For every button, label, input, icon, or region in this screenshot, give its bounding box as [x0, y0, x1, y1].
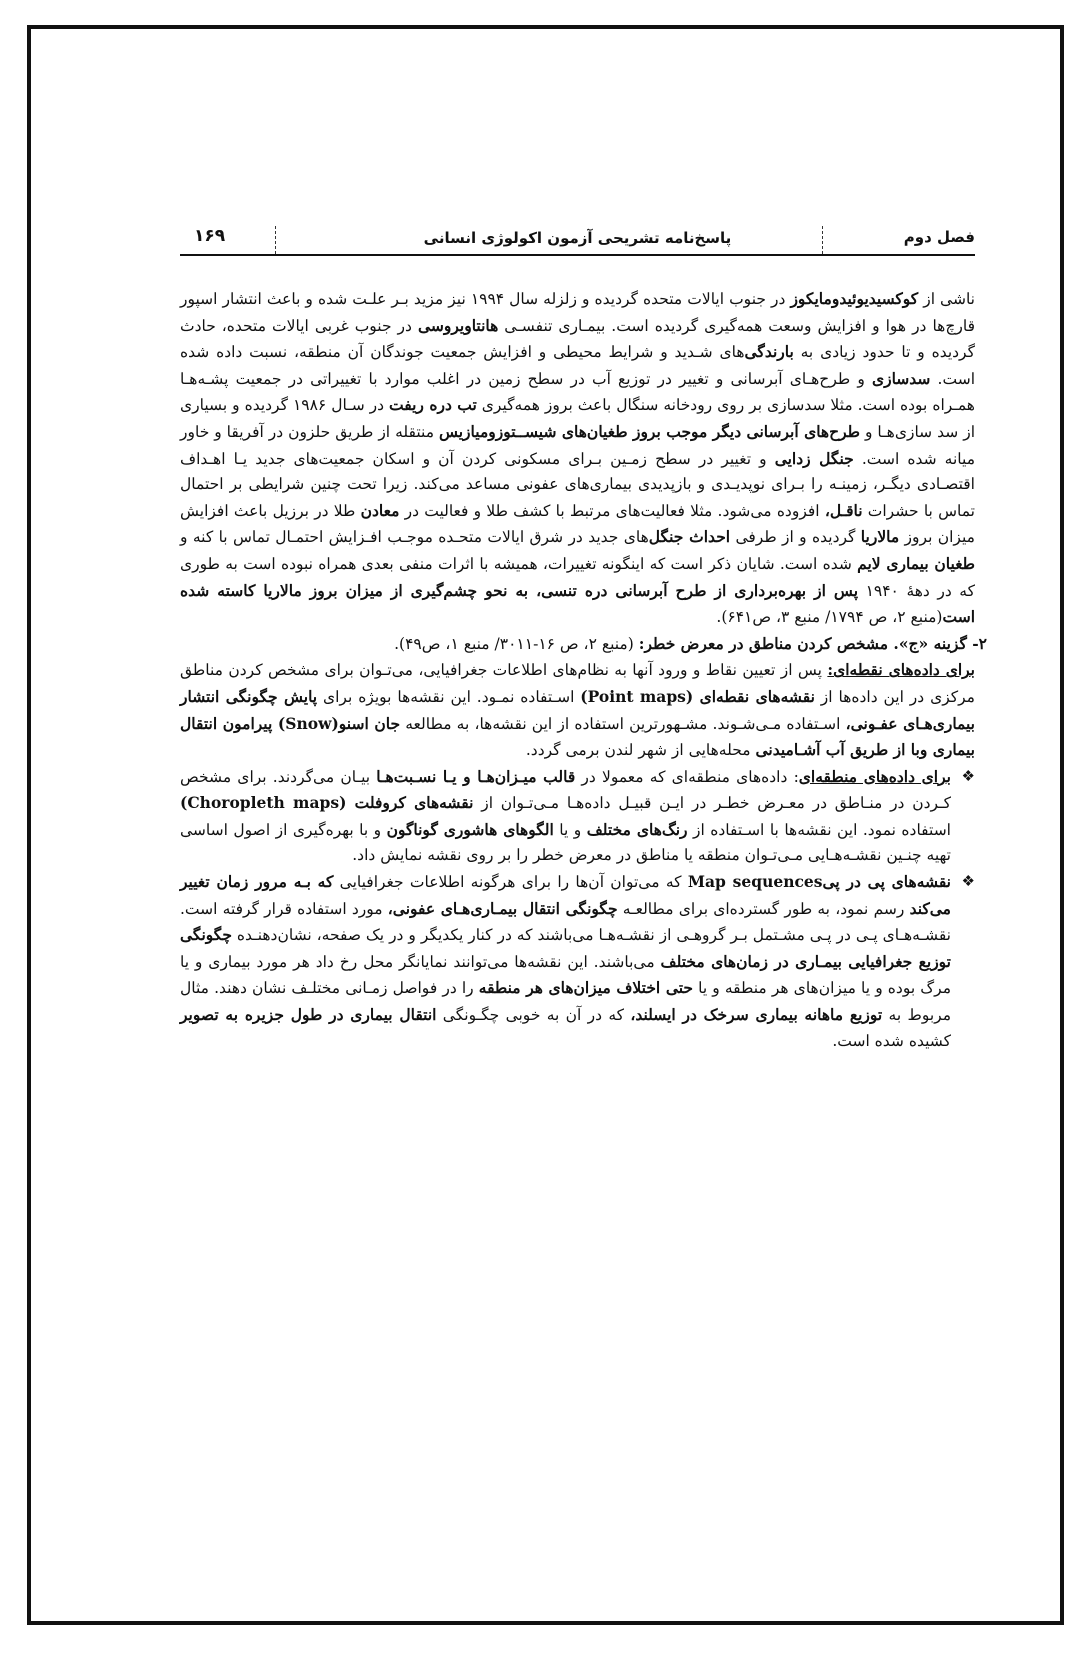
answer-item-2: ۲- گزینه «ج». مشخص کردن مناطق در معرض خطر: (منبع ۲، ص ۱۶-۳۰۱۱/ منبع ۱، ص۴۹).: [394, 633, 987, 653]
paragraph-environment-changes: ناشی از کوکسیدیوئیدومایکوز در جنوب ایالات متحده گردیده و زلزله سال ۱۹۹۴ نیز مزید بـر علـت شده و باعث انتشار اسپور قارچ‌ها در هوا و افزایش وسعت همه‌گیری گردیده است. بیمـاری تنفسـی هانتاویروسی در جنوب غربی ایالات متحده، حادث گردیده و تا حدود زیادی به بارندگی‌های شـدید و شرایط محیطی و افزایش جمعیت جوندگان آن منطقه، نسبت داده شده است. سدسازی و طرح‌هـای آبرسانی و تغییر در توزیع آب در سطح زمین در اغلب موارد با تغییراتی در جمعیت پشـه‌هـا همـراه بوده است. مثلا سدسازی بر روی رودخانه سنگال باعث بروز همه‌گیری تب دره ریفت در سـال ۱۹۸۶ گردیده و بسیاری از سد سازی‌هـا و طرح‌های آبرسانی دیگر موجب بروز طغیان‌های شیســتوزومیازیس منتقله از طریق حلزون در آفریقا و خاور میانه شده است. جنگل زدایی و تغییر در سطح زمـین بـرای مسکونی کردن آن و اسکان جمعیت‌های جدید یـا اهـداف اقتصـادی دیگـر، زمینـه را بـرای نوپدیـدی و بازپدیدی بیماری‌های عفونی مساعد می‌کند. زیرا تحت چنین شرایطی بر احتمال تماس با حشرات ناقـل، افزوده می‌شود. مثلا فعالیت‌های مرتبط با کشف طلا و فعالیت در معادن طلا در برزیل باعث افزایش میزان بروز مالاریا گردیده و از طرفی احداث جنگل‌های جدید در شرق ایالات متحـده موجـب افـزایش احتمـال تماس با کنه و طغیان بیماری لایم شده است. شایان ذکر است که اینگونه تغییرات، همیشه با اثرات منفی بعدی همراه نبوده است به طوری که در دههٔ ۱۹۴۰ پس از بهره‌برداری از طرح آبرسانی دره تنسی، به نحو چشم‌گیری از میزان بروز مالاریا کاسته شده است(منبع ۲، ص ۱۷۹۴/ منبع ۳، ص۶۴۱).: [180, 289, 976, 627]
bullet-area-data: ❖ برای داده‌های منطقه‌ای: داده‌های منطقه‌ای که معمولا در قالب میـزان‌هـا و یـا نسـبت‌هـا بیـان می‌گردند. برای مشخص کـردن در منـاطق در معـرض خطـر در ایـن قبیـل داده‌هـا مـی‌تـوان از نقشه‌های کروفلت (Choropleth maps) استفاده نمود. این نقشه‌ها با اسـتفاده از رنگ‌های مختلف و یا الگوهای هاشوری گوناگون و با بهره‌گیری از اصول اساسی تهیه چنـین نقشـه‌هـایی مـی‌تـوان منطقه یا مناطق در معرض خطر را بر روی نقشه نمایش داد.: [180, 764, 975, 869]
header-divider: [275, 226, 278, 254]
page-body: [180, 286, 987, 1054]
bullet-star-icon: ❖: [961, 766, 975, 785]
page-header: [180, 226, 975, 256]
paragraph-point-data: برای داده‌های نقطه‌ای: پس از تعیین نقاط و ورود آنها به نظام‌های اطلاعات جغرافیایی، می‌تـوان برای مشخص کردن مناطق مرکزی در این داده‌ها از نقشه‌های نقطه‌ای (Point maps) اسـتفاده نمـود. این نقشه‌ها بویژه برای پایش چگونگی انتشار بیماری‌هـای عفـونی، اسـتفاده مـی‌شـوند. مشـهورترین استفاده از این نقشه‌ها، به مطالعه جان اسنو(Snow) پیرامون انتقال بیماری وبا از طریق آب آشـامیدنی محله‌هایی از شهر لندن برمی گردد.: [180, 660, 975, 760]
running-title: پاسخ‌نامه تشریحی آزمون اکولوژی انسانی: [423, 229, 732, 247]
bullet-map-sequences: ❖ نقشه‌های پی در پیMap sequences که می‌توان آن‌ها را برای هرگونه اطلاعات جغرافیایی که بـه مرور زمان تغییر می‌کند رسم نمود، به طور گسترده‌ای برای مطالعـه چگونگی انتقال بیمـاری‌هـای عفونی، مورد استفاده قرار گرفته است. نقشـه‌هـای پـی در پـی مشـتمل بـر گروهـی از نقشـه‌هـا می‌باشند که در کنار یکدیگر و در یک صفحه، نشان‌دهنـده چگونگی توزیع جغرافیایی بیمـاری در زمان‌های مختلف می‌باشند. این نقشه‌ها می‌توانند نمایانگر محل رخ داد هر مورد بیماری و یا مرگ بوده و یا میزان‌های هر منطقه و یا حتی اختلاف میزان‌های هر منطقه را در فواصل زمـانی مختلـف نشان دهند. مثال مربوط به توزیع ماهانه بیماری سرخک در ایسلند، که در آن به خوبی چگـونگی انتقال بیماری در طول جزیره به تصویر کشیده شده است.: [180, 869, 975, 1054]
chapter-label: فصل دوم: [903, 228, 975, 246]
page-number: ۱۶۹: [194, 226, 226, 246]
bullet-star-icon: ❖: [961, 872, 975, 891]
